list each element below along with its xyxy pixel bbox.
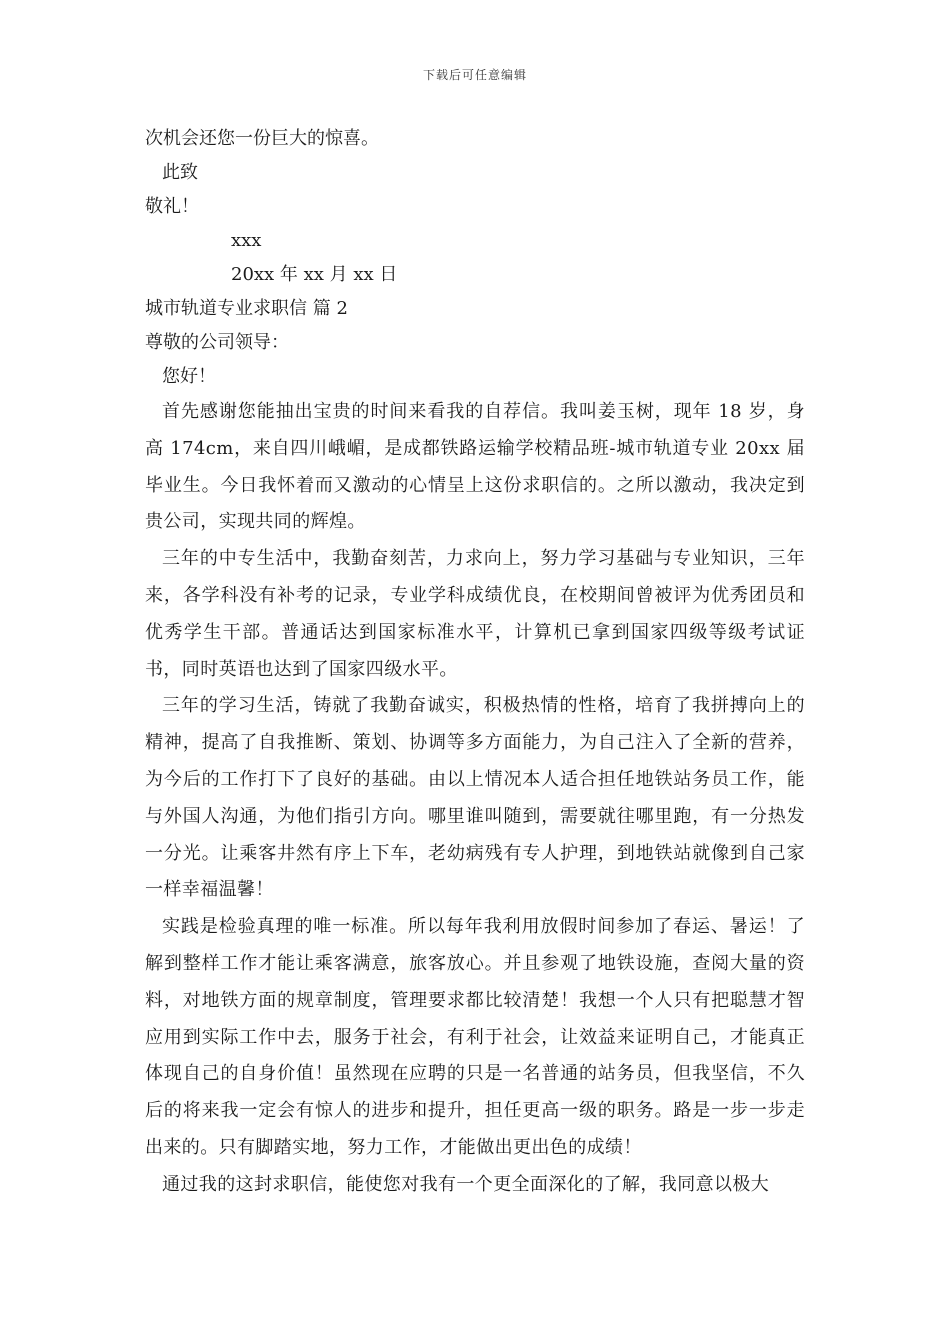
paragraph-2: 三年的中专生活中，我勤奋刻苦，力求向上，努力学习基础与专业知识，三年来，各学科没有补考的记录，专业学科成绩优良，在校期间曾被评为优秀团员和优秀学生干部。普通话达到国家标准水平，计算机已拿到国家四级等级考试证书，同时英语也达到了国家四级水平。 [145, 548, 805, 680]
closing-line-1: 此致 [162, 162, 198, 183]
paragraph-3: 三年的学习生活，铸就了我勤奋诚实，积极热情的性格，培育了我拼搏向上的精神，提高了自我推断、策划、协调等多方面能力，为自己注入了全新的营养，为今后的工作打下了良好的基础。由以上情况本人适合担任地铁站务员工作，能与外国人沟通，为他们指引方向。哪里谁叫随到，需要就往哪里跑，有一分热发一分光。让乘客井然有序上下车，老幼病残有专人护理，到地铁站就像到自己家一样幸福温馨！ [145, 695, 805, 901]
closing-line-2: 敬礼！ [145, 196, 199, 217]
page-header-note: 下载后可任意编辑 [422, 68, 527, 82]
letter-body [145, 122, 805, 1204]
continuation-line: 次机会还您一份巨大的惊喜。 [145, 128, 379, 149]
paragraph-5: 通过我的这封求职信，能使您对我有一个更全面深化的了解，我同意以极大 [162, 1173, 770, 1195]
greeting: 您好！ [162, 366, 216, 387]
salutation: 尊敬的公司领导： [145, 332, 289, 353]
signature-date: 20xx 年 xx 月 xx 日 [231, 264, 398, 285]
signature-name: xxx [231, 230, 262, 251]
paragraph-4: 实践是检验真理的唯一标准。所以每年我利用放假时间参加了春运、暑运！了解到整样工作才能让乘客满意，旅客放心。并且参观了地铁设施，查阅大量的资料，对地铁方面的规章制度，管理要求都比较清楚！我想一个人只有把聪慧才智应用到实际工作中去，服务于社会，有利于社会，让效益来证明自己，才能真正体现自己的自身价值！虽然现在应聘的只是一名普通的站务员，但我坚信，不久后的将来我一定会有惊人的进步和提升，担任更高一级的职务。路是一步一步走出来的。只有脚踏实地，努力工作，才能做出更出色的成绩！ [145, 916, 805, 1158]
section-title: 城市轨道专业求职信 篇 2 [145, 298, 348, 319]
paragraph-1: 首先感谢您能抽出宝贵的时间来看我的自荐信。我叫姜玉树，现年 18 岁，身高 174cm，来自四川峨嵋，是成都铁路运输学校精品班-城市轨道专业 20xx 届毕业生。今日我怀着而又激动的心情呈上这份求职信的。之所以激动，我决定到贵公司，实现共同的辉煌。 [145, 401, 805, 533]
